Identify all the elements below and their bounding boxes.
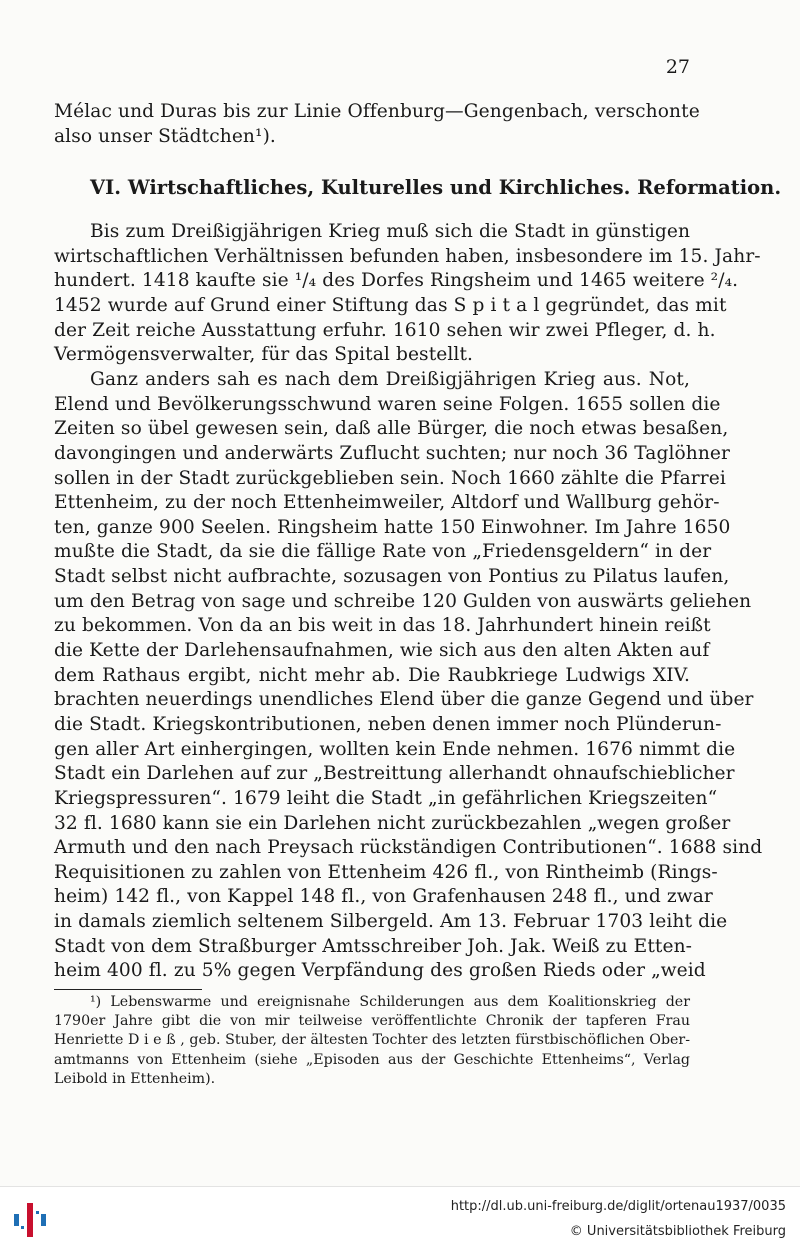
text-line: Requisitionen zu zahlen von Ettenheim 426 fl., von Rintheimb (Rings-: [54, 861, 718, 883]
text-line: Ettenheim, zu der noch Ettenheimweiler, Altdorf und Wallburg gehör-: [54, 492, 720, 514]
text-line: die Stadt. Kriegskontributionen, neben denen immer noch Plünderun-: [54, 713, 722, 735]
paragraph-1: [54, 220, 761, 368]
text-line: Elend und Bevölkerungsschwund waren seine Folgen. 1655 sollen die: [54, 393, 721, 415]
text-line: sollen in der Stadt zurückgeblieben sein. Noch 1660 zählte die Pfarrei: [54, 467, 726, 489]
text-line: heim 400 fl. zu 5% gegen Verpfändung des großen Rieds oder „weid: [54, 960, 706, 982]
footnote-divider: [54, 989, 202, 990]
intro-text: [54, 100, 700, 149]
footnote-line: Leibold in Ettenheim).: [54, 1070, 216, 1087]
text-line: wirtschaftlichen Verhältnissen befunden haben, insbesondere im 15. Jahr-: [54, 245, 761, 267]
ub-freiburg-logo-icon: [10, 1200, 50, 1240]
copyright-notice: © Universitätsbibliothek Freiburg: [569, 1224, 786, 1239]
text-line: die Kette der Darlehensaufnahmen, wie sich aus den alten Akten auf: [54, 640, 710, 662]
text-line: Zeiten so übel gewesen sein, daß alle Bürger, die noch etwas besaßen,: [54, 418, 729, 440]
text-line: zu bekommen. Von da an bis weit in das 18. Jahrhundert hinein reißt: [54, 615, 711, 637]
text-line: brachten neuerdings unendliches Elend über die ganze Gegend und über: [54, 689, 754, 711]
text-line: in damals ziemlich seltenem Silbergeld. Am 13. Februar 1703 leiht die: [54, 911, 728, 933]
text-line: mußte die Stadt, da sie die fällige Rate von „Friedensgeldern“ in der: [54, 541, 712, 563]
text-line: Stadt selbst nicht aufbrachte, sozusagen von Pontius zu Pilatus laufen,: [54, 566, 730, 588]
text-line: heim) 142 fl., von Kappel 148 fl., von Grafenhausen 248 fl., und zwar: [54, 886, 713, 908]
text-line: also unser Städtchen¹).: [54, 125, 276, 147]
text-line: Armuth und den nach Preysach rückständigen Contributionen“. 1688 sind: [54, 837, 763, 859]
footnote-line: amtmanns von Ettenheim (siehe „Episoden aus der Geschichte Ettenheims“, Verlag: [54, 1051, 690, 1068]
text-line: gen aller Art einhergingen, wollten kein Ende nehmen. 1676 nimmt die: [54, 738, 736, 760]
permalink-url[interactable]: http://dl.ub.uni-freiburg.de/diglit/ortenau1937/0035: [450, 1199, 786, 1214]
footnote: [54, 993, 690, 1089]
text-line: 32 fl. 1680 kann sie ein Darlehen nicht zurückbezahlen „wegen großer: [54, 812, 731, 834]
text-line: Mélac und Duras bis zur Linie Offenburg—Gengenbach, verschonte: [54, 101, 700, 122]
text-line: Kriegspressuren“. 1679 leiht die Stadt „in gefährlichen Kriegszeiten“: [54, 787, 718, 809]
paragraph-2: [54, 368, 763, 984]
text-line: dem Rathaus ergibt, nicht mehr ab. Die Raubkriege Ludwigs XIV.: [54, 664, 690, 686]
section-heading: VI. Wirtschaftliches, Kulturelles und Kirchliches. Reformation.: [90, 176, 782, 199]
footnote-line: ¹) Lebenswarme und ereignisnahe Schilderungen aus dem Koalitionskrieg der: [90, 994, 690, 1010]
text-line: 1452 wurde auf Grund einer Stiftung das S p i t a l gegründet, das mit: [54, 294, 727, 316]
text-line: Ganz anders sah es nach dem Dreißigjährigen Krieg aus. Not,: [90, 369, 690, 390]
viewer-footer: [0, 1186, 800, 1250]
text-line: Vermögensverwalter, für das Spital bestellt.: [54, 344, 474, 366]
text-line: Stadt ein Darlehen auf zur „Bestreittung allerhandt ohnaufschieblicher: [54, 763, 735, 785]
text-line: ten, ganze 900 Seelen. Ringsheim hatte 150 Einwohner. Im Jahre 1650: [54, 516, 731, 538]
footnote-line: 1790er Jahre gibt die von mir teilweise veröffentlichte Chronik der tapferen Frau: [54, 1013, 690, 1030]
text-line: der Zeit reiche Ausstattung erfuhr. 1610 sehen wir zwei Pfleger, d. h.: [54, 319, 716, 341]
text-line: Stadt von dem Straßburger Amtsschreiber Joh. Jak. Weiß zu Etten-: [54, 935, 693, 957]
footnote-line: Henriette D i e ß , geb. Stuber, der ältesten Tochter des letzten fürstbischöflichen Ober-: [54, 1032, 690, 1049]
page-number: 27: [665, 56, 690, 78]
text-line: davongingen und anderwärts Zuflucht suchten; nur noch 36 Taglöhner: [54, 442, 731, 464]
text-line: hundert. 1418 kaufte sie ¹/₄ des Dorfes Ringsheim und 1465 weitere ²/₄.: [54, 270, 739, 292]
text-line: Bis zum Dreißigjährigen Krieg muß sich die Stadt in günstigen: [90, 221, 691, 242]
text-line: um den Betrag von sage und schreibe 120 Gulden von auswärts geliehen: [54, 590, 752, 612]
